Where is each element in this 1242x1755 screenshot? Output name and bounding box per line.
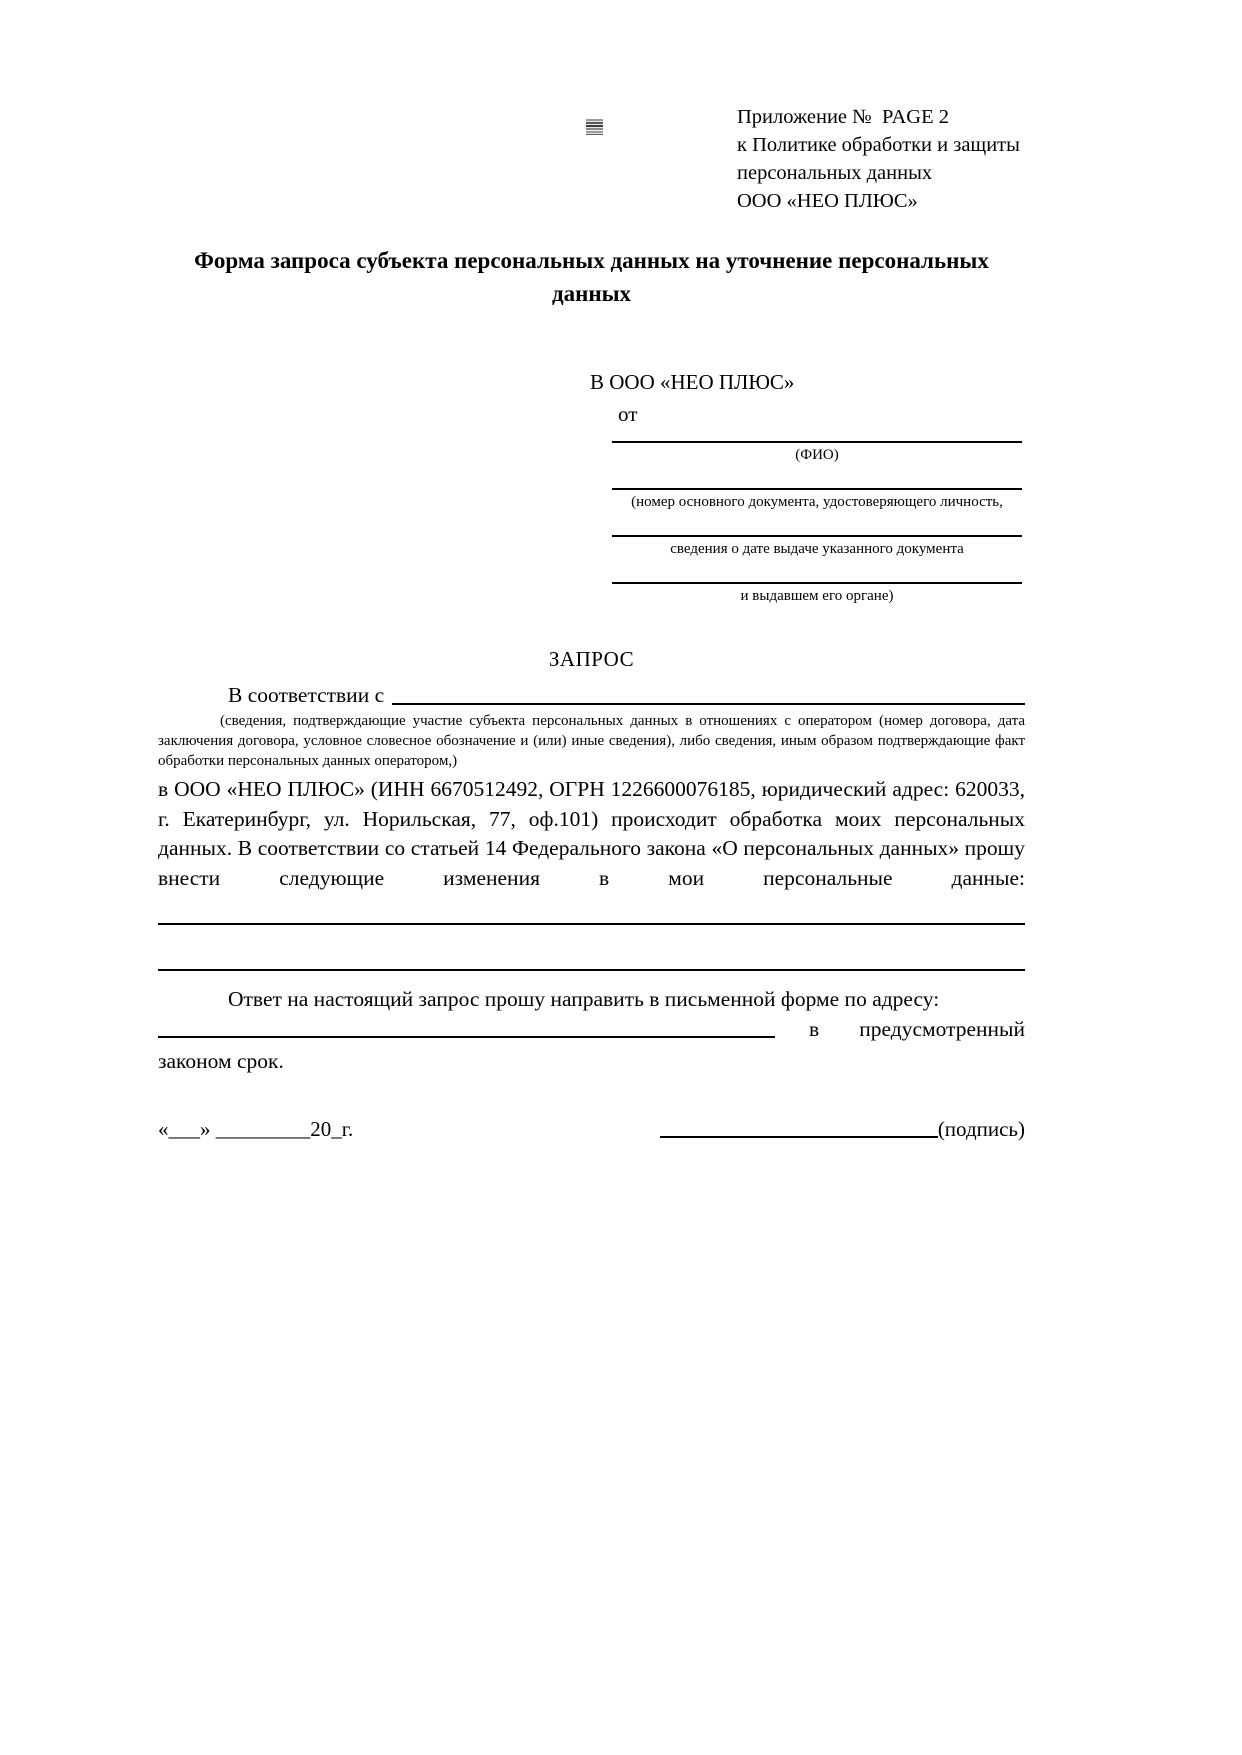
reply-sentence-end: законом срок. [158, 1048, 284, 1073]
date-signature-row [158, 1117, 1025, 1142]
address-blank-line [158, 1036, 775, 1038]
document-title: Форма запроса субъекта персональных данных на уточнение персональных данных [194, 248, 989, 306]
field-issue-date [612, 521, 1022, 558]
issuing-authority-blank-line [612, 568, 1022, 584]
changes-blank-line-1 [158, 923, 1025, 925]
date-line: «___» _________20_г. [158, 1116, 354, 1141]
signature-caption: (подпись) [937, 1116, 1025, 1141]
addressee-block [158, 370, 1025, 605]
appendix-block [737, 103, 1025, 215]
reply-word-term: предусмотренный [859, 1016, 1025, 1041]
appendix-line-company: ООО «НЕО ПЛЮС» [737, 190, 918, 212]
field-document-number [612, 474, 1022, 511]
intro-blank-line [392, 703, 1025, 705]
fio-blank-line [612, 427, 1022, 443]
request-heading: ЗАПРОС [548, 647, 635, 671]
issue-date-caption: сведения о дате выдаче указанного документа [670, 541, 964, 557]
field-issuing-authority [612, 568, 1022, 605]
appendix-line-policy: к Политике обработки и защиты [737, 134, 1020, 156]
document-number-caption: (номер основного документа, удостоверяющего личность, [631, 494, 1003, 510]
appendix-line-number: Приложение № PAGE 2 [737, 106, 949, 128]
intro-prefix: В соответствии с [228, 683, 385, 707]
reply-spread [775, 1017, 1025, 1042]
reply-word-in: в [809, 1016, 820, 1041]
issue-date-blank-line [612, 521, 1022, 537]
document-number-blank-line [612, 474, 1022, 490]
changes-blank-line-2 [158, 969, 1025, 971]
document-header [158, 103, 1025, 215]
field-fio [612, 427, 1022, 464]
signature-group [660, 1117, 1025, 1142]
request-body-paragraph: в ООО «НЕО ПЛЮС» (ИНН 6670512492, ОГРН 1226600076185, юридический адрес: 620033, г. Екатеринбург, ул. Норильская, 77, оф.101) происходит обработка моих персональных данных. В соответствии со статьей 14 Федерального закона «О персональных данных» прошу внести следующие изменения в мои персональные данные: [158, 777, 1025, 890]
signature-blank-line [660, 1136, 938, 1138]
reply-sentence-start: Ответ на настоящий запрос прошу направить в письменной форме по адресу: [228, 987, 940, 1011]
reply-address-row [158, 1017, 1025, 1042]
fio-caption: (ФИО) [795, 447, 839, 463]
document-content [158, 0, 1025, 1142]
field-marker-icon [586, 119, 603, 135]
addressee-to: В ООО «НЕО ПЛЮС» [590, 370, 795, 394]
issuing-authority-caption: и выдавшем его органе) [740, 588, 894, 604]
addressee-from-label: от [618, 402, 638, 426]
fine-print-note: (сведения, подтверждающие участие субъекта персональных данных в отношениях с оператором (номер договора, дата заключения договора, условное словесное обозначение и (или) иные сведения), либо сведения, иным образом подтверждающие факт обработки персональных данных оператором,) [158, 713, 1025, 769]
intro-row [158, 683, 1025, 708]
appendix-line-personal-data: персональных данных [737, 162, 933, 184]
